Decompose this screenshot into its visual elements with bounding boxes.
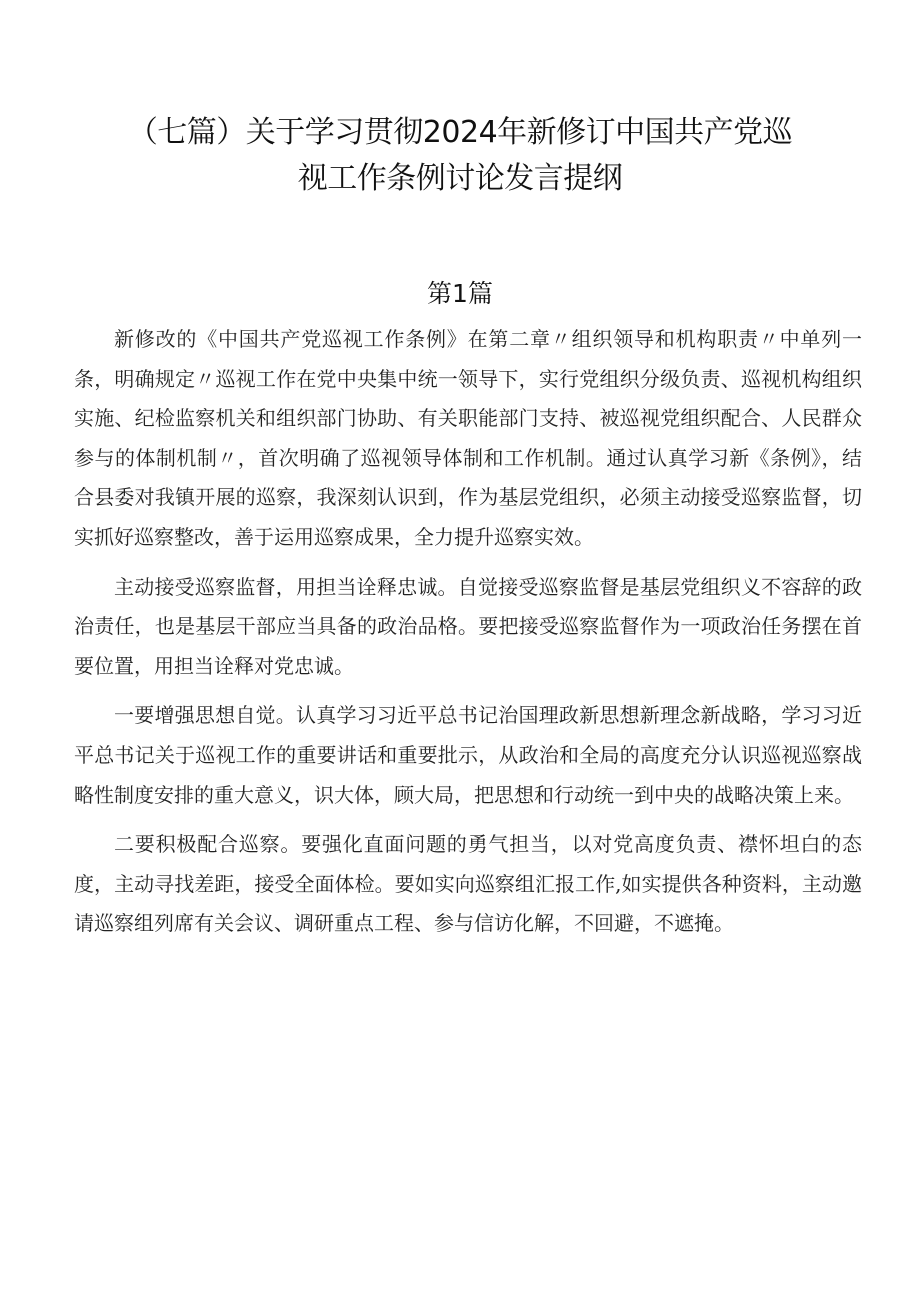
paragraph-intro: 新修改的《中国共产党巡视工作条例》在第二章〃组织领导和机构职责〃中单列一条，明确规定〃巡视工作在党中央集中统一领导下，实行党组织分级负责、巡视机构组织实施、纪检监察机关和组织部门协助、有关职能部门支持、被巡视党组织配合、人民群众参与的体制机制〃，首次明确了巡视领导体制和工作机制。通过认真学习新《条例》，结合县委对我镇开展的巡察，我深刻认识到，作为基层党组织，必须主动接受巡察监督，切实抓好巡察整改，善于运用巡察成果，全力提升巡察实效。	[74, 327, 862, 549]
paragraph-ideological-awareness: 一要增强思想自觉。认真学习习近平总书记治国理政新思想新理念新战略，学习习近平总书记关于巡视工作的重要讲话和重要批示，从政治和全局的高度充分认识巡视巡察战略性制度安排的重大意义，识大体，顾大局，把思想和行动统一到中央的战略决策上来。	[74, 703, 862, 807]
paragraph-accept-supervision: 主动接受巡察监督，用担当诠释忠诚。自觉接受巡察监督是基层党组织义不容辞的政治责任，也是基层干部应当具备的政治品格。要把接受巡察监督作为一项政治任务摆在首要位置，用担当诠释对党忠诚。	[74, 574, 862, 678]
document-title-line-1: （七篇）关于学习贯彻2024年新修订中国共产党巡	[127, 115, 793, 150]
document-title	[60, 110, 860, 202]
document-body	[74, 320, 862, 954]
document-title-line-2: 视工作条例讨论发言提纲	[297, 161, 623, 196]
paragraph-cooperate-inspection: 二要积极配合巡察。要强化直面问题的勇气担当，以对党高度负责、襟怀坦白的态度，主动寻找差距，接受全面体检。要如实向巡察组汇报工作,如实提供各种资料，主动邀请巡察组列席有关会议、调研重点工程、参与信访化解，不回避，不遮掩。	[74, 832, 862, 936]
section-heading: 第1篇	[427, 279, 493, 308]
